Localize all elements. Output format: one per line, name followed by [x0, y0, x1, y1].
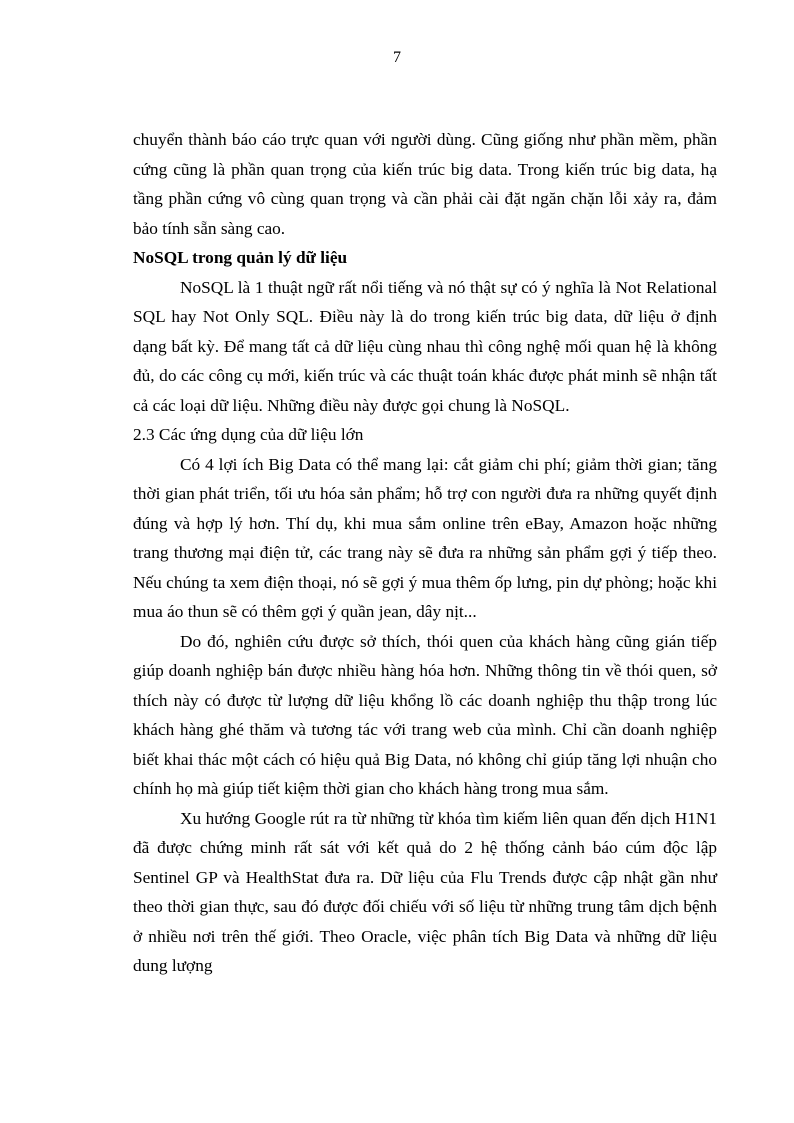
- paragraph-google-flu-trends: Xu hướng Google rút ra từ những từ khóa tìm kiếm liên quan đến dịch H1N1 đã được chứng minh rất sát với kết quả do 2 hệ thống cảnh báo cúm độc lập Sentinel GP và HealthStat đưa ra. Dữ liệu của Flu Trends được cập nhật gần như theo thời gian thực, sau đó được đối chiếu với số liệu từ những trung tâm dịch bệnh ở nhiều nơi trên thế giới. Theo Oracle, việc phân tích Big Data và những dữ liệu dung lượng: [133, 808, 717, 975]
- page-number: 7: [393, 49, 401, 66]
- paragraph-hardware: chuyển thành báo cáo trực quan với người dùng. Cũng giống như phần mềm, phần cứng cũng là phần quan trọng của kiến trúc big data. Trong kiến trúc big data, hạ tầng phần cứng vô cùng quan trọng và cần phải cài đặt ngăn chặn lỗi xảy ra, đảm bảo tính sẵn sàng cao.: [133, 130, 717, 238]
- paragraph-customer-habits: Do đó, nghiên cứu được sở thích, thói quen của khách hàng cũng gián tiếp giúp doanh nghiệp bán được nhiều hàng hóa hơn. Những thông tin về thói quen, sở thích này có được từ lượng dữ liệu khổng lồ các doanh nghiệp thu thập trong lúc khách hàng ghé thăm và tương tác với trang web của mình. Chỉ cần doanh nghiệp biết khai thác một cách có hiệu quả Big Data, nó không chỉ giúp tăng lợi nhuận cho chính họ mà giúp tiết kiệm thời gian cho khách hàng trong mua sắm.: [133, 631, 717, 798]
- section-title: 2.3 Các ứng dụng của dữ liệu lớn: [133, 425, 364, 444]
- heading-nosql: NoSQL trong quản lý dữ liệu: [133, 248, 348, 267]
- paragraph-benefits: Có 4 lợi ích Big Data có thể mang lại: cắt giảm chi phí; giảm thời gian; tăng thời gian phát triển, tối ưu hóa sản phẩm; hỗ trợ con người đưa ra những quyết định đúng và hợp lý hơn. Thí dụ, khi mua sắm online trên eBay, Amazon hoặc những trang thương mại điện tử, các trang này sẽ đưa ra những sản phẩm gợi ý tiếp theo. Nếu chúng ta xem điện thoại, nó sẽ gợi ý mua thêm ốp lưng, pin dự phòng; hoặc khi mua áo thun sẽ có thêm gợi ý quần jean, dây nịt...: [133, 454, 717, 621]
- paragraph-nosql: NoSQL là 1 thuật ngữ rất nổi tiếng và nó thật sự có ý nghĩa là Not Relational SQL hay Not Only SQL. Điều này là do trong kiến trúc big data, dữ liệu ở định dạng bất kỳ. Để mang tất cả dữ liệu cùng nhau thì công nghệ mối quan hệ là không đủ, do các công cụ mới, kiến trúc và các thuật toán khác được phát minh sẽ nhận tất cả các loại dữ liệu. Những điều này được gọi chung là NoSQL.: [133, 277, 717, 415]
- body-text: [133, 125, 717, 981]
